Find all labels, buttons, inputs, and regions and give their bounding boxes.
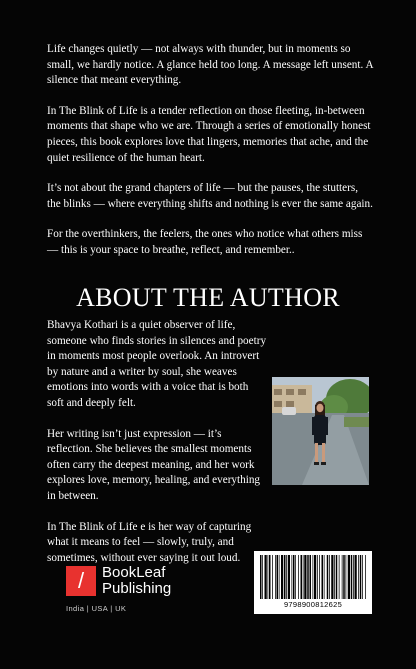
barcode-bar <box>301 555 303 599</box>
barcode-bar <box>329 555 330 599</box>
barcode-bar <box>342 555 343 599</box>
barcode-bar <box>275 555 276 599</box>
bio-paragraph-3: In The Blink of Life e is her way of capturing what it means to feel — slowly, truly, and sometimes, without ever saying it out loud. <box>47 520 252 564</box>
blurb-paragraph-1: Life changes quietly — not always with thunder, but in moments so small, we hardly notice. A glance held too long. A message left unsent. A silence that meant everything. <box>47 43 373 87</box>
blurb-paragraph-3: It’s not about the grand chapters of life — but the pauses, the stutters, the blinks — where everything shifts and nothing is ever the same again. <box>47 182 373 210</box>
barcode-bar <box>269 555 271 599</box>
barcode-bars <box>259 555 367 599</box>
barcode-bar <box>355 555 357 599</box>
barcode-bar <box>288 555 290 599</box>
barcode-bar <box>310 555 312 599</box>
publisher-logo <box>66 566 206 616</box>
barcode-bar <box>279 555 280 599</box>
barcode-bar <box>304 555 306 599</box>
barcode-bar <box>292 555 293 599</box>
blurb-paragraph-4: For the overthinkers, the feelers, the ones who notice what others miss — this is your space to breathe, reflect, and remember.. <box>47 228 363 256</box>
barcode-bar <box>262 555 263 599</box>
bio-paragraph-2: Her writing isn’t just expression — it’s reflection. She believes the smallest moments often carry the deepest meaning, and her work explores love, memory, healing, and everything in between. <box>47 427 261 502</box>
publisher-locations: India | USA | UK <box>66 604 127 613</box>
barcode-bar <box>343 555 345 599</box>
about-author-heading: ABOUT THE AUTHOR <box>76 283 340 312</box>
blurb-paragraph-2: In The Blink of Life is a tender reflection on those fleeting, in-between moments that shape who we are. Through a series of emotionally honest pieces, this book explores love that lingers, memories that ache, and the quiet resilience of the human heart. <box>47 104 371 164</box>
barcode-bar <box>284 555 286 599</box>
barcode-bar <box>303 555 304 599</box>
barcode-bar <box>298 555 299 599</box>
barcode-bar <box>351 555 353 599</box>
barcode-bar <box>265 555 267 599</box>
barcode-bar <box>293 555 295 599</box>
isbn-barcode <box>254 551 372 614</box>
author-photo <box>272 377 369 485</box>
publisher-name-line-2: Publishing <box>102 580 172 597</box>
barcode-bar <box>358 555 359 599</box>
barcode-bar <box>336 555 338 599</box>
isbn-number: 9798900812625 <box>283 600 343 609</box>
barcode-bar <box>313 555 314 599</box>
barcode-bar <box>277 555 279 599</box>
barcode-bar <box>319 555 320 599</box>
barcode-bar <box>348 555 350 599</box>
bio-paragraph-1: Bhavya Kothari is a quiet observer of life, someone who finds stories in silences and poetry in moments most people overlook. An introvert by nature and a writer by soul, she weaves emotions into words with a voice that is both soft and deeply felt. <box>47 319 267 409</box>
barcode-bar <box>260 555 262 599</box>
barcode-bar <box>272 555 273 599</box>
bookleaf-mark-icon: / <box>66 566 96 596</box>
barcode-bar <box>295 555 296 599</box>
barcode-bar <box>331 555 333 599</box>
barcode-bar <box>327 555 329 599</box>
barcode-bar <box>307 555 309 599</box>
barcode-bar <box>314 555 316 599</box>
barcode-bar <box>365 555 366 599</box>
publisher-name-line-1: BookLeaf <box>102 564 166 581</box>
barcode-bar <box>268 555 269 599</box>
barcode-bar <box>286 555 287 599</box>
barcode-bar <box>353 555 354 599</box>
barcode-bar <box>346 555 347 599</box>
book-blurb <box>47 42 373 274</box>
barcode-bar <box>324 555 325 599</box>
barcode-bar <box>334 555 335 599</box>
barcode-bar <box>360 555 362 599</box>
author-bio <box>47 318 267 581</box>
barcode-bar <box>339 555 340 599</box>
author-photo-illustration <box>272 377 369 485</box>
barcode-bar <box>317 555 318 599</box>
barcode-bar <box>281 555 283 599</box>
barcode-bar <box>362 555 363 599</box>
barcode-bar <box>322 555 324 599</box>
publisher-name <box>102 565 171 597</box>
